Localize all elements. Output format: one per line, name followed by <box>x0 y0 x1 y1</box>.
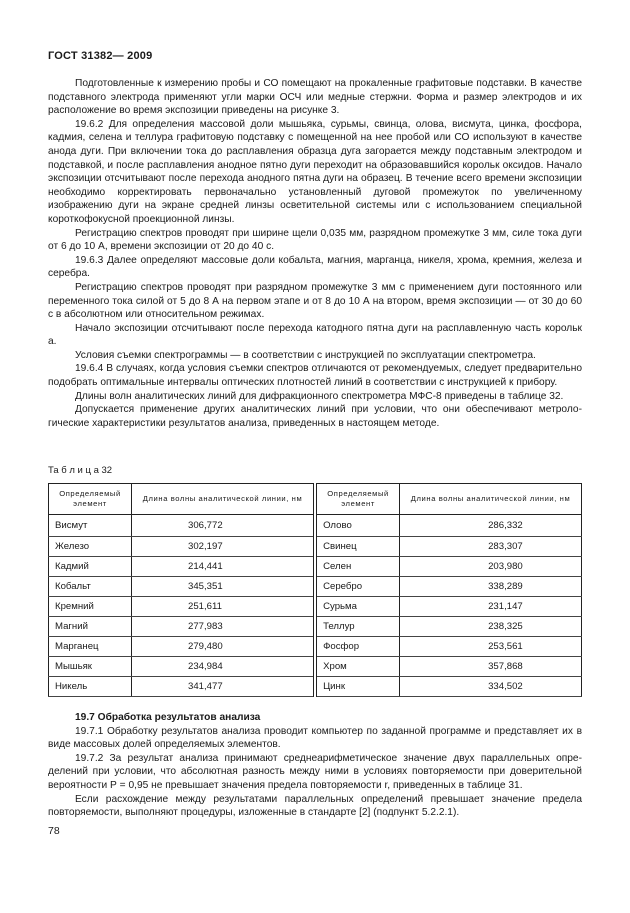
table-row <box>49 617 582 637</box>
wavelength-cell: 345,351 <box>132 577 316 597</box>
section-title: 19.7 Обработка результатов анализа <box>75 712 261 723</box>
element-cell: Кадмий <box>49 557 132 577</box>
element-cell: Цинк <box>315 677 400 697</box>
paragraph: 19.6.2 Для определения массовой доли мышьяка, сурьмы, свинца, олова, висмута, цинка, фосфора, кадмия, селена и теллура графитовую подставку с помещенной на нее пробой или СО используют в качестве анода дуги. При включении тока до расплавления образца дуга загорается между подставным электродом и подставкой, и после расплавления анодное пятно дуги переходит на образовавшийся корольк оксидов. Начало экспозиции отсчитывают после перехода анодного пятна дуги на образец. В течение всего времени экспозиции необходимо корректировать первоначально установленный дуговой промежуток по увеличенному изображению дуги на экране средней линзы осветительной системы или с использованием специальной короткофокусной проекционной линзы. <box>48 118 582 225</box>
element-cell: Теллур <box>315 617 400 637</box>
header-element-right: Определяемый элемент <box>315 484 400 515</box>
table-caption: Та б л и ц а 32 <box>48 465 113 476</box>
paragraph: Начало экспозиции отсчитывают после перехода катодного пятна дуги на расплавленную часть корольк а. <box>48 322 582 348</box>
element-cell: Селен <box>315 557 400 577</box>
wavelength-cell: 231,147 <box>400 597 582 617</box>
wavelength-cell: 357,868 <box>400 657 582 677</box>
table-row <box>49 557 582 577</box>
wavelength-cell: 203,980 <box>400 557 582 577</box>
element-cell: Сурьма <box>315 597 400 617</box>
element-cell: Никель <box>49 677 132 697</box>
wavelength-cell: 338,289 <box>400 577 582 597</box>
table-row <box>49 537 582 557</box>
header-wavelength-left: Длина волны аналитической линии, нм <box>132 484 316 515</box>
paragraph: 19.6.4 В случаях, когда условия съемки спектров отличаются от рекомендуемых, следует предварительно подобрать оптимальные интервалы оптических плотностей линий в соответствии с инструкцией к прибору. <box>48 363 582 389</box>
document-header: ГОСТ 31382— 2009 <box>48 50 153 62</box>
element-cell: Висмут <box>49 515 132 537</box>
element-cell: Фосфор <box>315 637 400 657</box>
wavelength-cell: 279,480 <box>132 637 316 657</box>
wavelength-cell: 253,561 <box>400 637 582 657</box>
element-cell: Хром <box>315 657 400 677</box>
paragraph: 19.7.2 За результат анализа принимают среднеарифметическое значение двух параллельных определений при условии, что абсолютная разность между ними в условиях повторяемости при доверительной вероятности Р = 0,95 не превышает значения предела повторяемости r, приведенных в таблице 31. <box>48 752 582 791</box>
paragraph: Если расхождение между результатами параллельных определений превышает значение предела повторяемости, выполняют процедуры, изложенные в стандарте [2] (подпункт 5.2.2.1). <box>48 793 582 819</box>
element-cell: Кобальт <box>49 577 132 597</box>
element-cell: Мышьяк <box>49 657 132 677</box>
table-row <box>49 637 582 657</box>
wavelength-cell: 234,984 <box>132 657 316 677</box>
paragraph: 19.7.1 Обработку результатов анализа проводит компьютер по заданной программе и представляет их в виде массовых долей определяемых элементов. <box>48 725 582 751</box>
wavelength-cell: 214,441 <box>132 557 316 577</box>
wavelength-cell: 238,325 <box>400 617 582 637</box>
body-text <box>48 77 582 430</box>
element-cell: Свинец <box>315 537 400 557</box>
table-row <box>49 657 582 677</box>
table-row <box>49 677 582 697</box>
paragraph: Регистрацию спектров проводят при разрядном промежутке 3 мм с применением дуги постоянного или переменного тока силой от 5 до 8 А на первом этапе и от 8 до 10 А на втором, время экспозиции — от 30 до 60 с в абсолютном или относительном режимах. <box>48 281 582 321</box>
table-row <box>49 515 582 537</box>
wavelength-cell: 306,772 <box>132 515 316 537</box>
wavelength-cell: 341,477 <box>132 677 316 697</box>
element-cell: Олово <box>315 515 400 537</box>
element-cell: Кремний <box>49 597 132 617</box>
table-header-row <box>49 484 582 515</box>
paragraph: Допускается применение других аналитических линий при условии, что они обеспечивают метрологические характеристики результатов анализа, приведенных в настоящем методе. <box>48 404 582 429</box>
wavelength-cell: 302,197 <box>132 537 316 557</box>
results-section <box>48 711 582 820</box>
element-cell: Марганец <box>49 637 132 657</box>
page-number: 78 <box>48 825 60 837</box>
paragraph: 19.6.3 Далее определяют массовые доли кобальта, магния, марганца, никеля, хрома, кремния, железа и серебра. <box>48 254 582 280</box>
paragraph: Регистрацию спектров проводят при ширине щели 0,035 мм, разрядном промежутке 3 мм, силе тока дуги от 6 до 10 А, времени экспозиции от 20 до 40 с. <box>48 227 582 253</box>
wavelength-cell: 251,611 <box>132 597 316 617</box>
element-cell: Серебро <box>315 577 400 597</box>
paragraph: Подготовленные к измерению пробы и СО помещают на прокаленные графитовые подставки. В качестве подставного электрода применяют угли марки ОСЧ или медные стержни. Форма и размер электродов и их расположение во время экспозиции приведены на рисунке 3. <box>48 78 582 117</box>
header-element-left: Определяемый элемент <box>49 484 132 515</box>
paragraph: Длины волн аналитических линий для дифракционного спектрометра МФС-8 приведены в таблице 32. <box>75 390 564 402</box>
wavelength-cell: 286,332 <box>400 515 582 537</box>
element-cell: Железо <box>49 537 132 557</box>
wavelength-table <box>48 483 582 697</box>
wavelength-cell: 277,983 <box>132 617 316 637</box>
header-wavelength-right: Длина волны аналитической линии, нм <box>400 484 582 515</box>
wavelength-cell: 283,307 <box>400 537 582 557</box>
paragraph: Условия съемки спектрограммы — в соответствии с инструкцией по эксплуатации спектрометра. <box>75 349 536 361</box>
table-row <box>49 577 582 597</box>
element-cell: Магний <box>49 617 132 637</box>
table-row <box>49 597 582 617</box>
wavelength-cell: 334,502 <box>400 677 582 697</box>
